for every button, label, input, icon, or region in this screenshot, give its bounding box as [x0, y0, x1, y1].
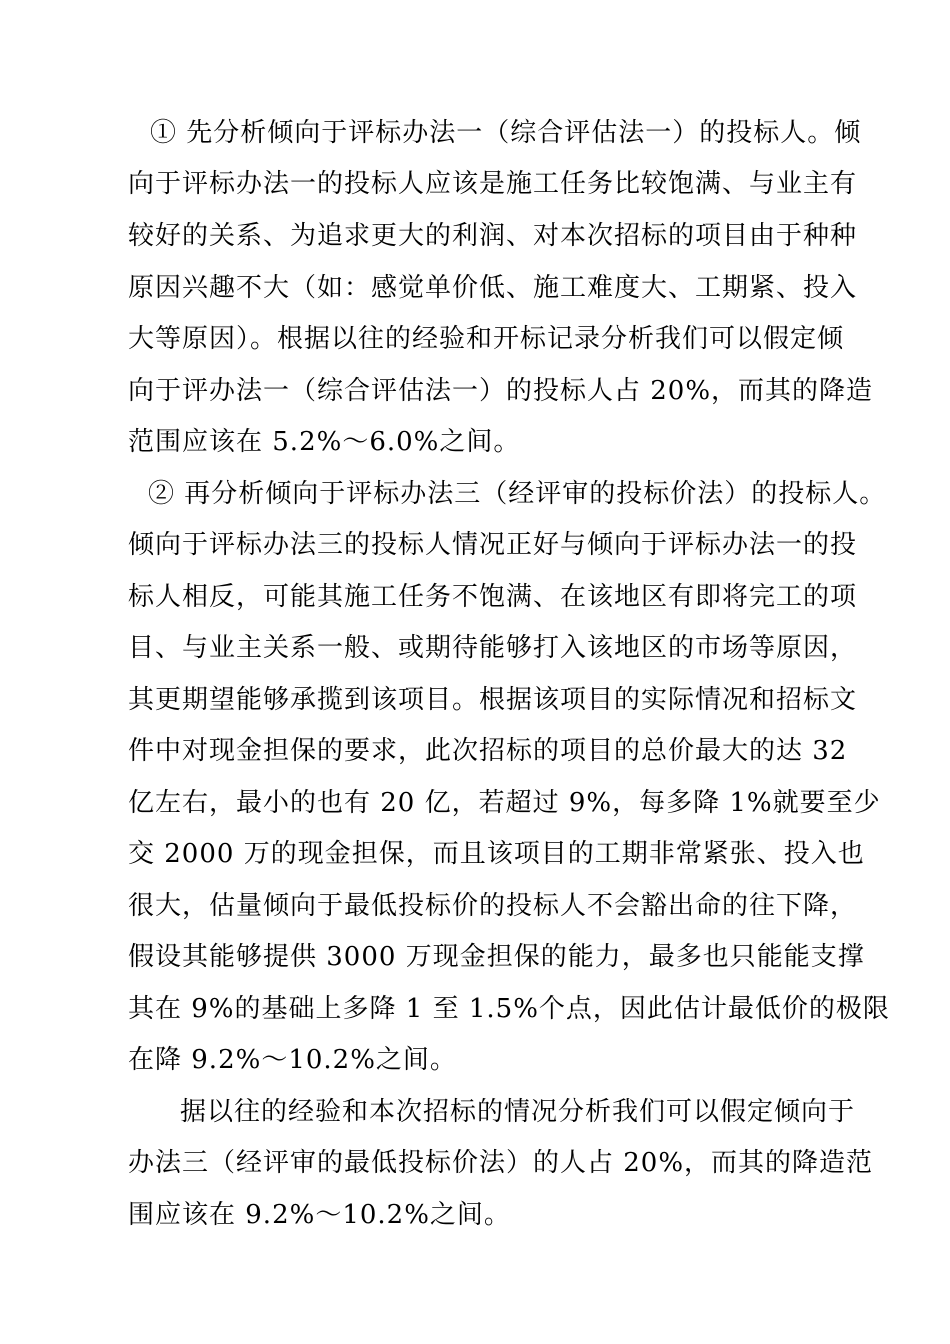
paragraph-2-line-11: 其在 9%的基础上多降 1 至 1.5%个点，因此估计最低价的极限: [128, 994, 890, 1024]
paragraph-1-line-5: 大等原因）。根据以往的经验和开标记录分析我们可以假定倾: [128, 324, 845, 354]
paragraph-1-line-3: 较好的关系、为追求更大的利润、对本次招标的项目由于种种: [128, 221, 858, 251]
paragraph-3-line-3: 围应该在 9.2%～10.2%之间。: [128, 1200, 511, 1230]
paragraph-2-line-4: 目、与业主关系一般、或期待能够打入该地区的市场等原因，: [128, 633, 858, 663]
paragraph-2-line-9: 很大，估量倾向于最低投标价的投标人不会豁出命的往下降，: [128, 891, 858, 921]
paragraph-2-line-10: 假设其能够提供 3000 万现金担保的能力，最多也只能能支撑: [128, 942, 865, 972]
paragraph-1-line-1: ① 先分析倾向于评标办法一（综合评估法一）的投标人。倾: [150, 118, 862, 148]
paragraph-2-line-2: 倾向于评标办法三的投标人情况正好与倾向于评标办法一的投: [128, 530, 858, 560]
paragraph-2-line-7: 亿左右，最小的也有 20 亿，若超过 9%，每多降 1%就要至少: [128, 788, 881, 818]
paragraph-1-line-4: 原因兴趣不大（如：感觉单价低、施工难度大、工期紧、投入: [128, 273, 858, 303]
paragraph-2-line-8: 交 2000 万的现金担保，而且该项目的工期非常紧张、投入也: [128, 839, 865, 869]
paragraph-2-line-5: 其更期望能够承揽到该项目。根据该项目的实际情况和招标文: [128, 685, 858, 715]
paragraph-2-line-1: ② 再分析倾向于评标办法三（经评审的投标价法）的投标人。: [148, 479, 887, 509]
paragraph-1-line-2: 向于评标办法一的投标人应该是施工任务比较饱满、与业主有: [128, 169, 858, 199]
paragraph-3-line-1: 据以往的经验和本次招标的情况分析我们可以假定倾向于: [180, 1097, 856, 1127]
paragraph-1-line-7: 范围应该在 5.2%～6.0%之间。: [128, 427, 521, 457]
paragraph-2-line-3: 标人相反，可能其施工任务不饱满、在该地区有即将完工的项: [128, 582, 858, 612]
paragraph-1-line-6: 向于评办法一（综合评估法一）的投标人占 20%，而其的降造: [128, 376, 874, 406]
paragraph-2-line-6: 件中对现金担保的要求，此次招标的项目的总价最大的达 32: [128, 736, 848, 766]
paragraph-2-line-12: 在降 9.2%～10.2%之间。: [128, 1045, 457, 1075]
paragraph-3-line-2: 办法三（经评审的最低投标价法）的人占 20%，而其的降造范: [128, 1148, 874, 1178]
